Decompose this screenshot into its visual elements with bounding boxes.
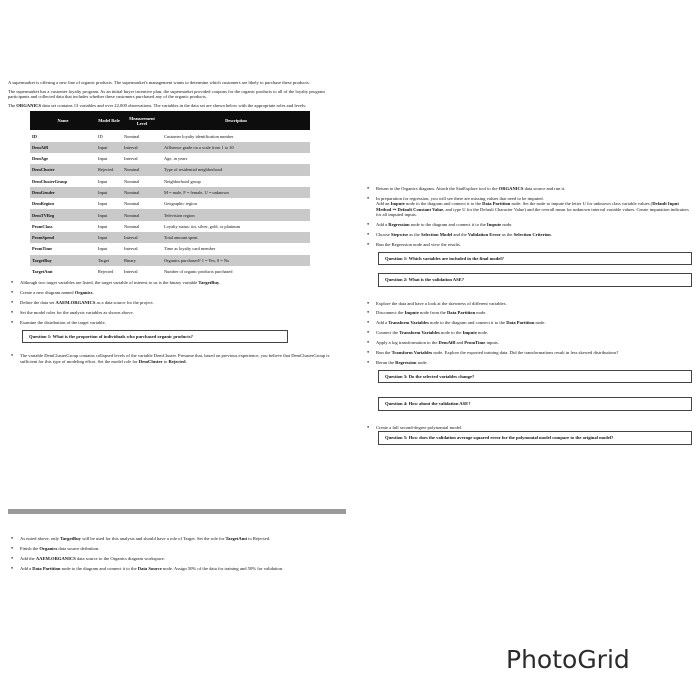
bullet-text: Add the <box>20 555 36 561</box>
cell-level: Interval <box>122 142 162 153</box>
cell-role: Input <box>96 221 122 232</box>
cell-name: DemCluster <box>30 164 96 175</box>
bullet-text: Add a <box>376 320 389 326</box>
right-question-1-box: Question 1: Which variables are included in the final model? <box>378 252 692 265</box>
table-row <box>30 221 310 232</box>
list-item <box>364 350 690 355</box>
regression-bullet-list <box>364 186 690 247</box>
cell-level: Binary <box>122 255 162 266</box>
table-row <box>30 153 310 164</box>
bullet-bold: Selection Criterion <box>513 231 551 237</box>
bullet-text: node. Explore the exported training data. Did the transformations result in less skewed distributions? <box>432 350 619 356</box>
bullet-bold: Regression <box>388 222 410 228</box>
cell-level: Nominal <box>122 187 162 198</box>
bullet-bold: AAEM.ORGANICS <box>55 300 96 306</box>
cell-name: DemTVReg <box>30 209 96 220</box>
bullet-text: will be used for this analysis and should have a role of Target. Set the role for <box>80 536 226 541</box>
cell-role: Input <box>96 198 122 209</box>
cell-desc: Customer loyalty identification number <box>162 130 310 141</box>
list-item <box>364 186 690 191</box>
bullet-text: As noted above, only <box>20 536 61 541</box>
bullet-bold: Transform Variables <box>388 320 429 326</box>
bullet-text: Apply a log transformation to the <box>376 340 439 346</box>
bullet-bold: Validation Error <box>467 231 501 237</box>
bullet-text: node. <box>476 330 489 336</box>
table-row <box>30 198 310 209</box>
cell-role: Input <box>96 142 122 153</box>
cell-name: DemAge <box>30 153 96 164</box>
cell-name: TargetAmt <box>30 266 96 277</box>
bullet-text: Although two target variables are listed, the target variable of interest to us is the binary variable <box>20 280 199 286</box>
photogrid-watermark: PhotoGrid <box>506 645 630 674</box>
bullet-text: inputs. <box>485 340 499 346</box>
cell-level: Nominal <box>122 164 162 175</box>
right-question-2-box: Question 2: What is the validation ASE? <box>378 273 692 286</box>
bullet-bold: DemAffl <box>438 340 456 346</box>
bullet-text: Disconnect the <box>376 310 405 316</box>
cell-level: Interval <box>122 266 162 277</box>
cell-role: ID <box>96 130 122 141</box>
cell-role: Input <box>96 243 122 254</box>
list-item: ● Run the Regression node and view the results. <box>364 242 690 247</box>
bullet-text: . <box>185 358 187 364</box>
bullet-text: and the <box>452 231 468 237</box>
bullet-text: . <box>219 280 221 286</box>
bullet-text: Define the data set <box>20 300 56 306</box>
bullet-bold: Transform Variables <box>391 350 433 356</box>
bullet-bold: Default Input Method ⇒ Default Constant Value <box>376 201 679 212</box>
bullet-text: Choose <box>376 231 391 237</box>
header-description: Description <box>162 111 310 130</box>
bullet-text: Create a new diagram named <box>20 290 75 296</box>
list-item <box>8 546 330 551</box>
cell-role: Rejected <box>96 266 122 277</box>
cell-desc: Television region <box>162 209 310 220</box>
table-row <box>30 130 310 141</box>
bullet-text: node to the diagram and connect it to the <box>409 222 487 228</box>
bullet-bold: DemCluster <box>138 358 163 364</box>
bullet-text: . <box>92 290 94 296</box>
list-item: ● Set the model roles for the analysis variables as shown above. <box>8 310 330 315</box>
bullet-bold: PromTime <box>464 340 486 346</box>
variables-table <box>30 111 310 277</box>
cell-role: Input <box>96 209 122 220</box>
bullet-text: node. <box>534 320 546 326</box>
table-row <box>30 232 310 243</box>
left-column <box>8 80 330 368</box>
bullet-text: as the <box>500 231 514 237</box>
cell-role: Input <box>96 232 122 243</box>
bullet-bold: TargetBuy <box>60 536 81 541</box>
bullet-bold: Impute <box>462 330 477 336</box>
bullet-bold: Impute <box>486 222 502 228</box>
cell-name: DemAffl <box>30 142 96 153</box>
bullet-text: Add a <box>376 222 389 228</box>
cell-level: Nominal <box>122 130 162 141</box>
bullet-bold: Data Partition <box>32 565 61 571</box>
bullet-text: node. Set the node to impute the letter U for unknown class variable values ( <box>510 201 653 207</box>
bullet-bold: ORGANICS <box>498 186 524 191</box>
table-row <box>30 164 310 175</box>
header-name: Name <box>30 111 96 130</box>
cell-role: Rejected <box>96 164 122 175</box>
bullet-bold: Data Source <box>137 565 162 571</box>
list-item <box>8 536 330 541</box>
polynomial-bullet-list <box>364 425 690 430</box>
cell-name: ID <box>30 130 96 141</box>
cell-level: Nominal <box>122 176 162 187</box>
bullet-bold: Data Partition <box>446 310 476 316</box>
list-item: ● Create a full second-degree polynomial model. <box>364 425 690 430</box>
cell-desc: Geographic region <box>162 198 310 209</box>
bullet-text: , and type U for the Default Character Value) and the overall mean for unknown interval variable values. Create imputation indicators for all imputed inputs. <box>376 206 689 218</box>
bullet-text: Run the <box>376 350 392 356</box>
intro-paragraph-1: A supermarket is offering a new line of organic products. The supermarket's management wants to determine which customers are likely to purchase these products. <box>8 80 310 85</box>
bullet-bold: Data Partition <box>506 320 535 326</box>
list-item <box>8 566 330 571</box>
list-item <box>364 232 690 237</box>
cell-name: DemClusterGroup <box>30 176 96 187</box>
list-item <box>8 353 330 364</box>
bullet-text: Finish the <box>20 545 40 551</box>
list-item <box>364 222 690 227</box>
cell-level: Interval <box>122 232 162 243</box>
header-measurement-level: Measurement Level <box>122 111 162 130</box>
bullet-bold: Impute <box>390 201 405 207</box>
table-row <box>30 209 310 220</box>
list-item <box>8 290 330 295</box>
list-item <box>8 300 330 305</box>
bullet-text: Rerun the <box>376 360 396 365</box>
right-question-5-box: Question 5: How does the validation average squared error for the polynomial model compare to the original model? <box>378 431 692 444</box>
table-row <box>30 142 310 153</box>
cell-desc: Age, in years <box>162 153 310 164</box>
bullet-text: node to the <box>439 330 463 336</box>
intro-paragraph-2: The supermarket has a customer loyalty program. As an initial buyer incentive plan, the supermarket provided coupons for the organic products to all of the loyalty program participants and collected data that includes whether these customers purchased any of the organic products. <box>8 88 325 100</box>
bullet-bold: TargetBuy <box>198 280 220 286</box>
list-item: ● Explore the data and have a look at the skewness of different variables. <box>364 301 690 306</box>
bullet-text: to Rejected. <box>247 536 271 541</box>
bullet-bold: Rejected <box>168 358 186 364</box>
question-1-box: Question 1: What is the proportion of individuals who purchased organic products? <box>22 330 288 343</box>
list-item <box>364 310 690 315</box>
right-question-4-box: Question 4: How about the validation ASE? <box>378 397 692 410</box>
cell-level: Nominal <box>122 209 162 220</box>
cell-desc: Time as loyalty card member <box>162 243 310 254</box>
table-header-row <box>30 111 310 130</box>
bullet-bold: Data Partition <box>482 201 511 207</box>
list-item <box>8 556 330 561</box>
bullet-text: data source to the Organics diagram workspace. <box>75 555 165 561</box>
table-row <box>30 187 310 198</box>
bullet-text: as the <box>408 231 421 237</box>
bullet-text: and <box>455 340 465 346</box>
right-question-3-box: Question 3: Do the selected variables change? <box>378 370 692 383</box>
bullet-bold: Organics <box>74 290 93 296</box>
bullet-text: node to the diagram and connect it to the <box>428 320 507 326</box>
bullet-text: to <box>162 358 169 364</box>
bullet-bold: Selection Model <box>420 231 453 237</box>
intro-paragraph-3 <box>8 103 330 109</box>
bullet-text: node. <box>501 222 513 228</box>
bullet-text: The variable DemClusterGroup contains collapsed levels of the variable DemCluster. Presume that, based on previous experience, you believe that DemClusterGroup is sufficient for this type of modeling effort. Set the model role for <box>20 353 330 364</box>
list-item <box>364 196 690 218</box>
cell-desc: Type of residential neighborhood <box>162 164 310 175</box>
cell-name: TargetBuy <box>30 255 96 266</box>
list-item <box>364 320 690 325</box>
bullet-text: node. <box>416 360 428 365</box>
cell-desc: Neighborhood group <box>162 176 310 187</box>
list-item <box>8 280 330 285</box>
setup-bullet-list <box>8 280 330 325</box>
cell-desc: Affluence grade on a scale from 1 to 30 <box>162 142 310 153</box>
transform-bullet-list <box>364 301 690 366</box>
intro-p3-prefix: The <box>8 102 17 108</box>
bullet-text: Add a <box>20 565 33 571</box>
cell-name: DemGender <box>30 187 96 198</box>
cell-desc: Total amount spent <box>162 232 310 243</box>
bullet-text: . <box>550 231 552 237</box>
bullet-bold: Impute <box>404 310 419 316</box>
table-row <box>30 266 310 277</box>
cell-desc: Organics purchased? 1 = Yes, 0 = No <box>162 255 310 266</box>
cell-level: Interval <box>122 153 162 164</box>
bullet-text: node to the diagram and connect it to the <box>60 565 138 571</box>
bullet-text: node from the <box>418 310 447 316</box>
list-item <box>364 330 690 335</box>
cell-desc: M = male, F = female, U = unknown <box>162 187 310 198</box>
bullet-text: In preparation for regression, you will see there are missing values that need to be imputed. <box>376 195 544 201</box>
list-item <box>364 360 690 365</box>
bullet-text: data source and run it. <box>523 186 566 191</box>
cell-name: PromClass <box>30 221 96 232</box>
right-column <box>364 186 690 453</box>
cell-desc: Number of organic products purchased <box>162 266 310 277</box>
list-item: ● Examine the distribution of the target variable. <box>8 320 330 325</box>
cell-level: Nominal <box>122 221 162 232</box>
bullet-bold: Regression <box>395 360 417 365</box>
bullet-text: Return to the Organics diagram. Attach the StatExplore tool to the <box>376 186 499 191</box>
table-row <box>30 176 310 187</box>
bottom-left-column <box>8 536 330 576</box>
table-row <box>30 255 310 266</box>
bullet-text: node. <box>475 310 487 316</box>
separator-bar <box>8 509 346 514</box>
cell-level: Interval <box>122 243 162 254</box>
partition-bullet-list <box>8 536 330 571</box>
cell-name: PromSpend <box>30 232 96 243</box>
bullet-text: as a data source for the project. <box>95 300 154 306</box>
table-row <box>30 243 310 254</box>
cell-name: DemRegion <box>30 198 96 209</box>
cell-level: Nominal <box>122 198 162 209</box>
bullet-text: node to the diagram and connect it to the <box>404 201 483 207</box>
bullet-bold: TargetAmt <box>225 536 248 541</box>
cluster-bullet-list <box>8 353 330 364</box>
cell-role: Input <box>96 187 122 198</box>
list-item <box>364 340 690 345</box>
bullet-bold: Stepwise <box>390 231 409 237</box>
bullet-text: data source definition. <box>57 545 100 551</box>
cell-role: Target <box>96 255 122 266</box>
bullet-text: Add an <box>376 201 391 207</box>
cell-name: PromTime <box>30 243 96 254</box>
intro-p3-bold: ORGANICS <box>16 102 42 108</box>
header-model-role: Model Role <box>96 111 122 130</box>
bullet-bold: Transform Variables <box>399 330 440 336</box>
bullet-text: node. Assign 50% of the data for training and 50% for validation. <box>161 565 284 571</box>
bullet-bold: Organics <box>39 545 58 551</box>
intro-p3-suffix: data set contains 13 variables and over 22,000 observations. The variables in the data set are shown below with the appropriate roles and levels: <box>41 102 307 108</box>
bullet-text: Connect the <box>376 330 400 336</box>
cell-desc: Loyalty status: tin, silver, gold, or platinum <box>162 221 310 232</box>
cell-role: Input <box>96 153 122 164</box>
cell-role: Input <box>96 176 122 187</box>
bullet-bold: AAEM.ORGANICS <box>35 555 76 561</box>
